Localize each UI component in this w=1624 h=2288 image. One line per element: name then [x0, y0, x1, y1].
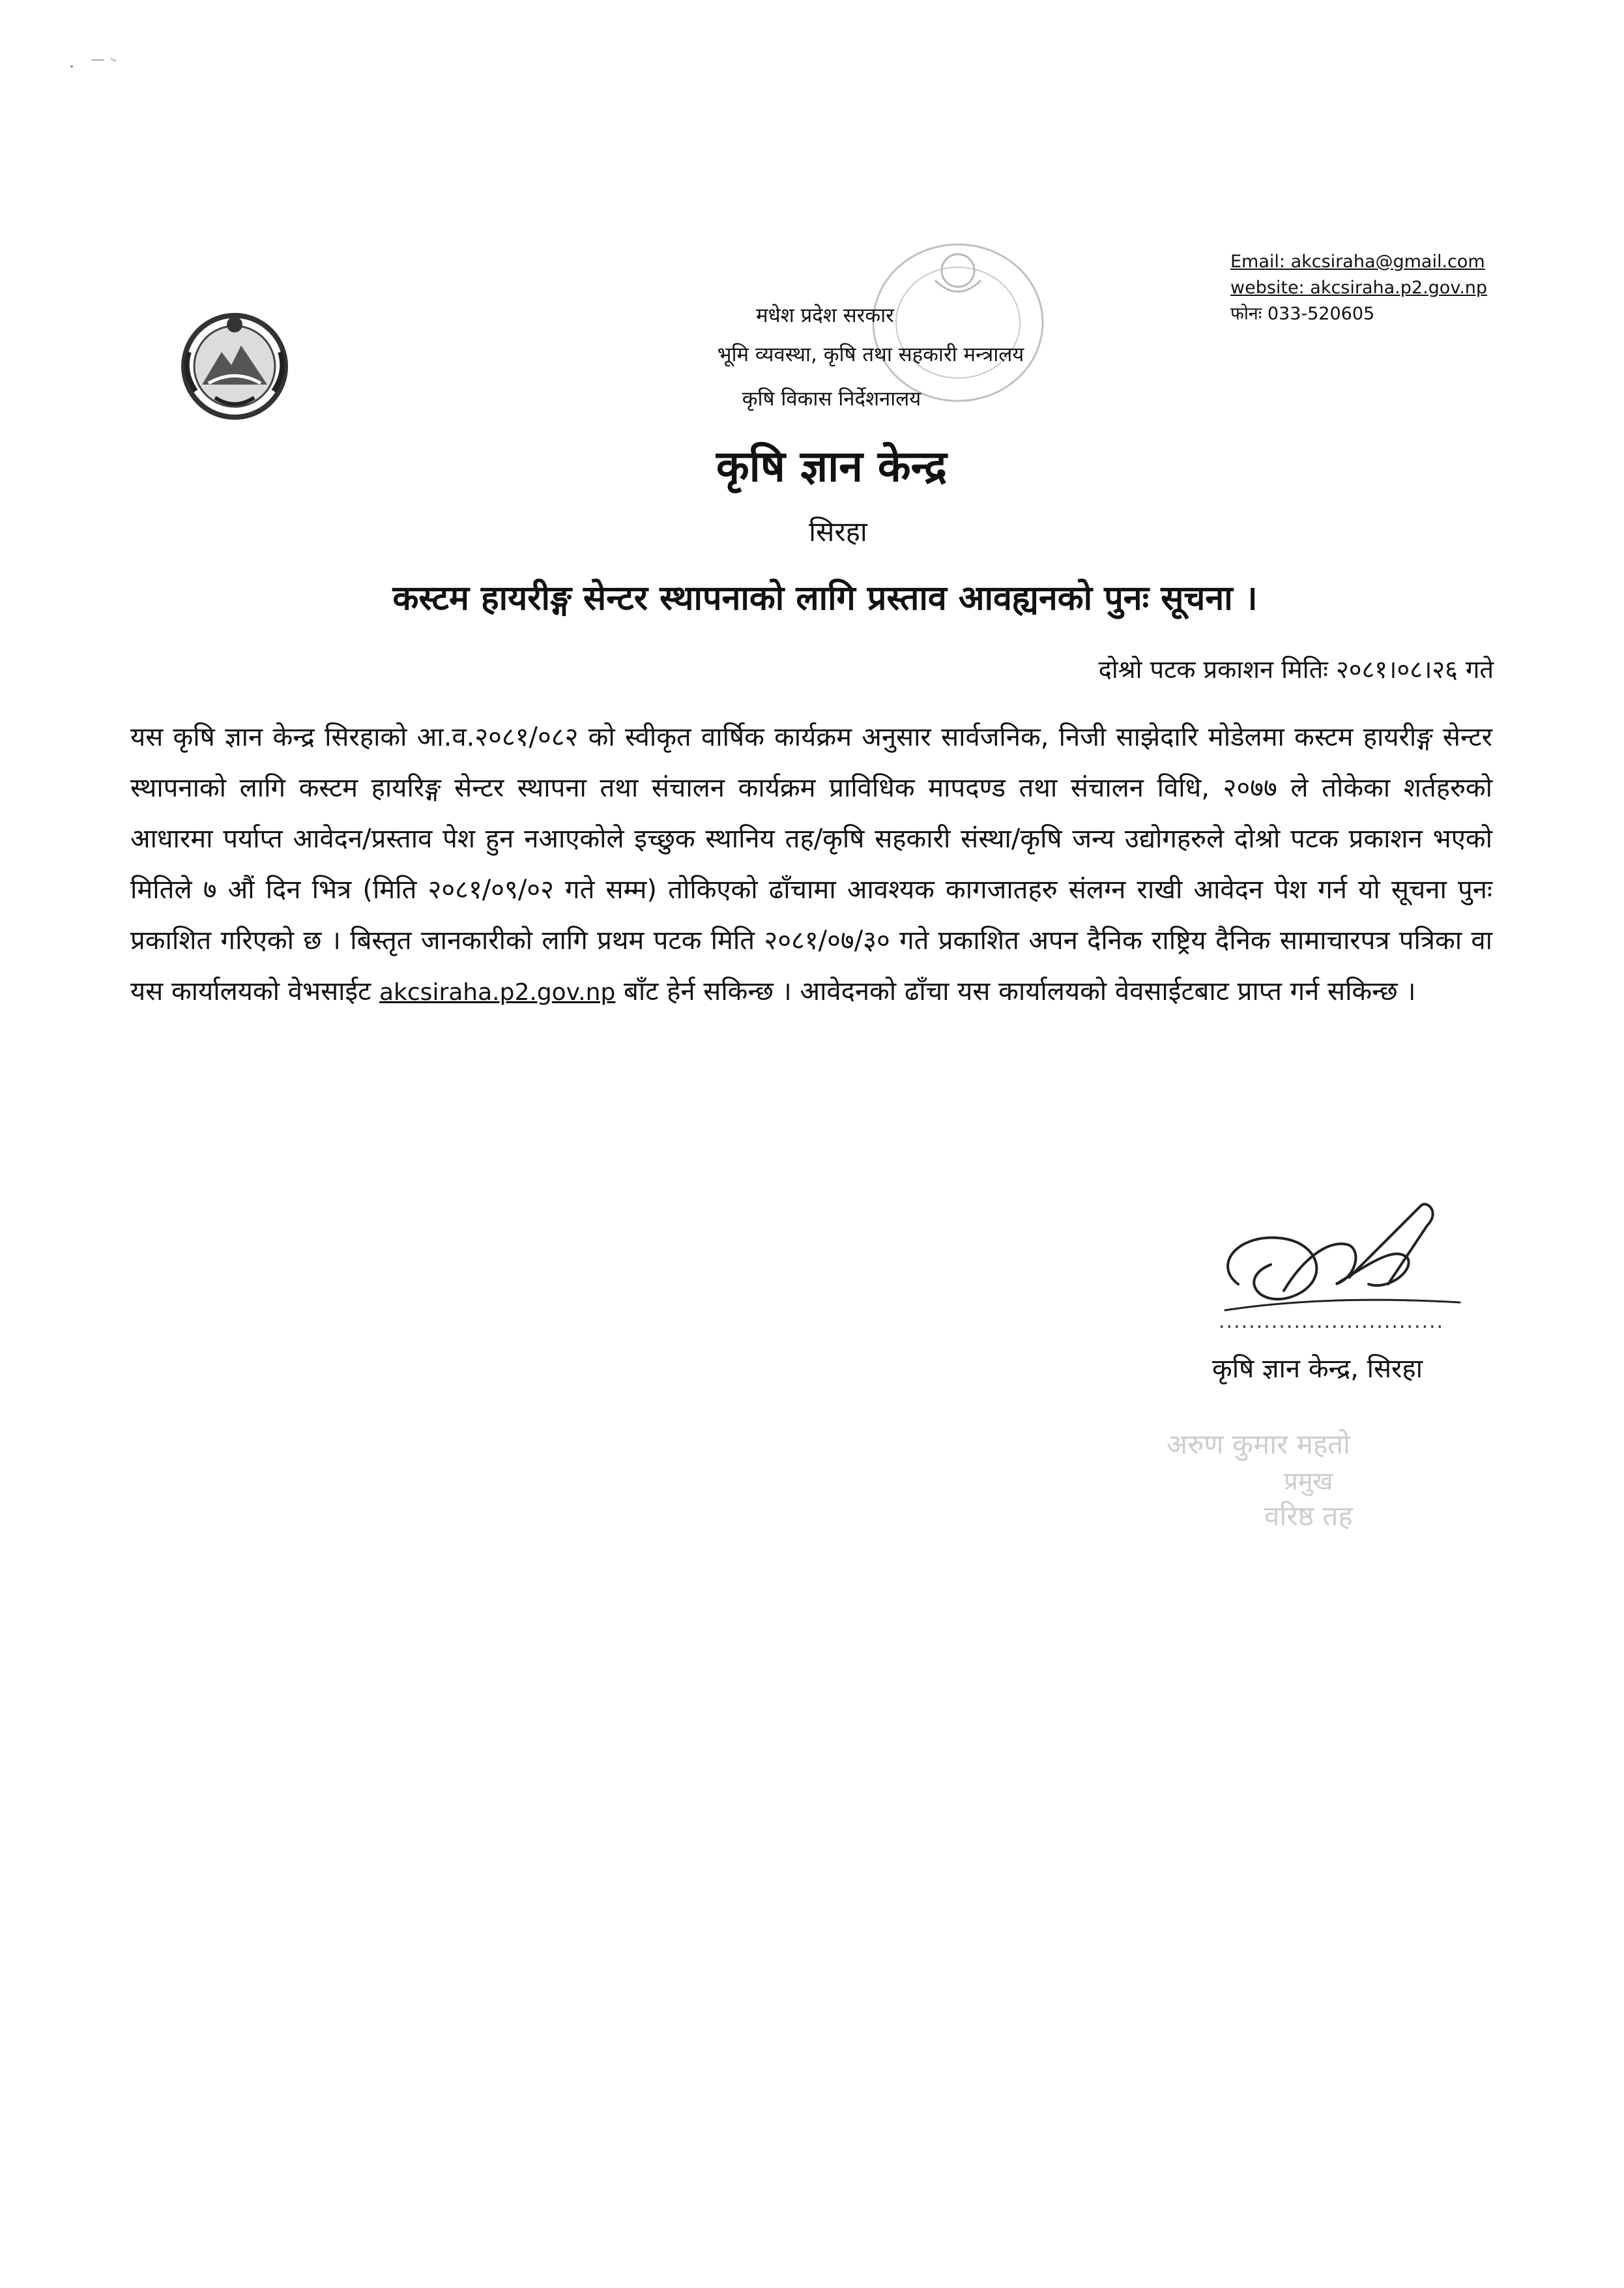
notice-body-text-end: बाँट हेर्न सकिन्छ । आवेदनको ढाँचा यस कार्यालयको वेवसाईटबाट प्राप्त गर्न सकिन्छ ।: [615, 976, 1416, 1006]
stamp-level: वरिष्ठ तह: [1264, 1500, 1353, 1532]
stamp-role: प्रमुख: [1284, 1467, 1333, 1495]
notice-body-text: यस कृषि ज्ञान केन्द्र सिरहाको आ.व.२०८१/०८२ को स्वीकृत वार्षिक कार्यक्रम अनुसार सार्वजनिक, निजी साझेदारि मोडेलमा कस्टम हायरीङ्ग सेन्टर स्थापनाको लागि कस्टम हायरिङ्ग सेन्टर स्थापना तथा संचालन कार्यक्रम प्राविधिक मापदण्ड तथा संचालन विधि, २०७७ ले तोकेका शर्तहरुको आधारमा पर्याप्त आवेदन/प्रस्ताव पेश हुन नआएकोले इच्छुक स्थानिय तह/कृषि सहकारी संस्था/कृषि जन्य उद्योगहरुले दोश्रो पटक प्रकाशन भएको मितिले ७ औं दिन भित्र (मिति २०८१/०९/०२ गते सम्म) तोकिएको ढाँचामा आवश्यक कागजातहरु संलग्न राखी आवेदन पेश गर्न यो सूचना पुनः प्रकाशित गरिएको छ । बिस्तृत जानकारीको लागि प्रथम पटक मिति २०८१/०७/३० गते प्रकाशित अपन दैनिक राष्ट्रिय दैनिक सामाचारपत्र पत्रिका वा यस कार्यालयको वेभसाईट: [130, 722, 1492, 1006]
notice-subject: कस्टम हायरीङ्ग सेन्टर स्थापनाको लागि प्रस्ताव आवह्यनको पुनः सूचना ।: [392, 579, 1258, 618]
publication-date: दोश्रो पटक प्रकाशन मितिः २०८१।०८।२६ गते: [1098, 655, 1494, 684]
contact-website: website: akcsiraha.p2.gov.np: [1230, 278, 1488, 298]
contact-email: Email: akcsiraha@gmail.com: [1230, 252, 1485, 272]
office-title: कृषि ज्ञान केन्द्र: [716, 441, 948, 491]
stamp-name: अरुण कुमार महतो: [1167, 1428, 1350, 1460]
website-link[interactable]: akcsiraha.p2.gov.np: [379, 979, 616, 1006]
ministry-name: भूमि व्यवस्था, कृषि तथा सहकारी मन्त्रालय: [717, 343, 1024, 366]
contact-phone: फोनः 033-520605: [1230, 304, 1375, 324]
government-name: मधेश प्रदेश सरकार: [756, 304, 894, 327]
handwritten-signature: [1199, 1186, 1486, 1323]
notice-body: [130, 712, 1492, 1018]
signature-line: ..............................: [1219, 1310, 1445, 1333]
official-stamp: [1160, 1415, 1473, 1545]
signatory-title: कृषि ज्ञान केन्द्र, सिरहा: [1212, 1354, 1423, 1384]
directorate-name: कृषि विकास निर्देशनालय: [742, 387, 921, 411]
district-name: सिरहा: [809, 516, 867, 548]
scan-speck: [65, 52, 143, 72]
